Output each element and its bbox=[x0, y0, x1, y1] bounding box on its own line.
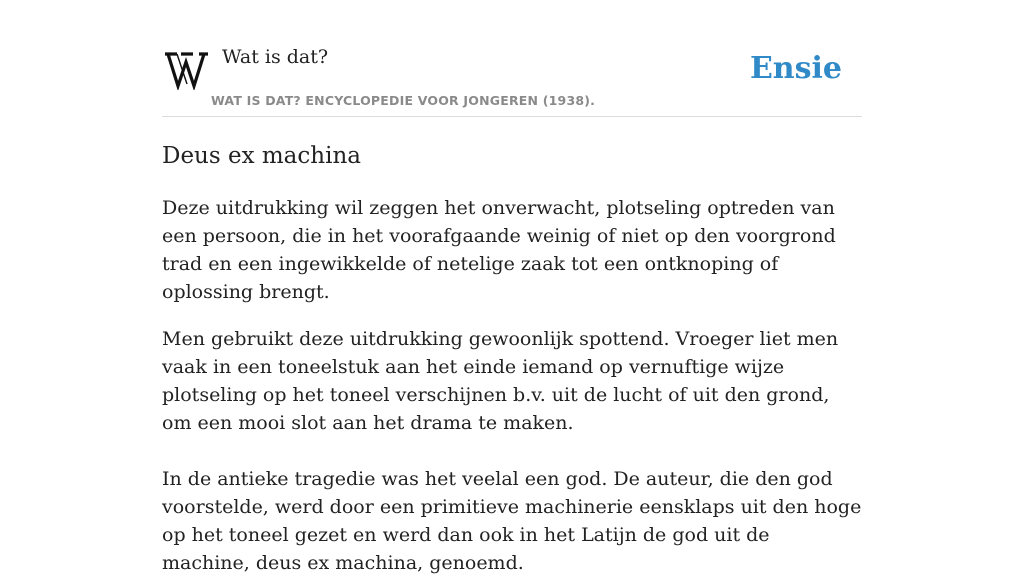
source-title[interactable]: Wat is dat? bbox=[222, 46, 329, 68]
header bbox=[162, 0, 862, 117]
article-title: Deus ex machina bbox=[162, 143, 361, 169]
brand-logo[interactable]: Ensie bbox=[749, 51, 842, 86]
article-paragraph: Men gebruikt deze uitdrukking gewoonlijk spottend. Vroeger liet men vaak in een toneelstuk aan het einde iemand op vernuftige wijze plotseling op het toneel verschijnen b.v. uit de lucht of uit den grond, om een mooi slot aan het drama te maken. bbox=[162, 328, 839, 434]
article-paragraph: Deze uitdrukking wil zeggen het onverwacht, plotseling optreden van een persoon, die in het voorafgaande weinig of niet op den voorgrond trad en een ingewikkelde of netelige zaak tot een ontknoping of oplossing brengt. bbox=[162, 197, 836, 303]
article-paragraph: In de antieke tragedie was het veelal een god. De auteur, die den god voorstelde, werd door een primitieve machinerie eensklaps uit den hoge op het toneel gezet en werd dan ook in het Latijn de god uit de machine, deus ex machina, genoemd. bbox=[162, 468, 862, 574]
wikipedia-w-icon[interactable] bbox=[164, 50, 208, 90]
page bbox=[162, 0, 862, 577]
source-subtitle: WAT IS DAT? ENCYCLOPEDIE VOOR JONGEREN (1938). bbox=[211, 93, 596, 108]
